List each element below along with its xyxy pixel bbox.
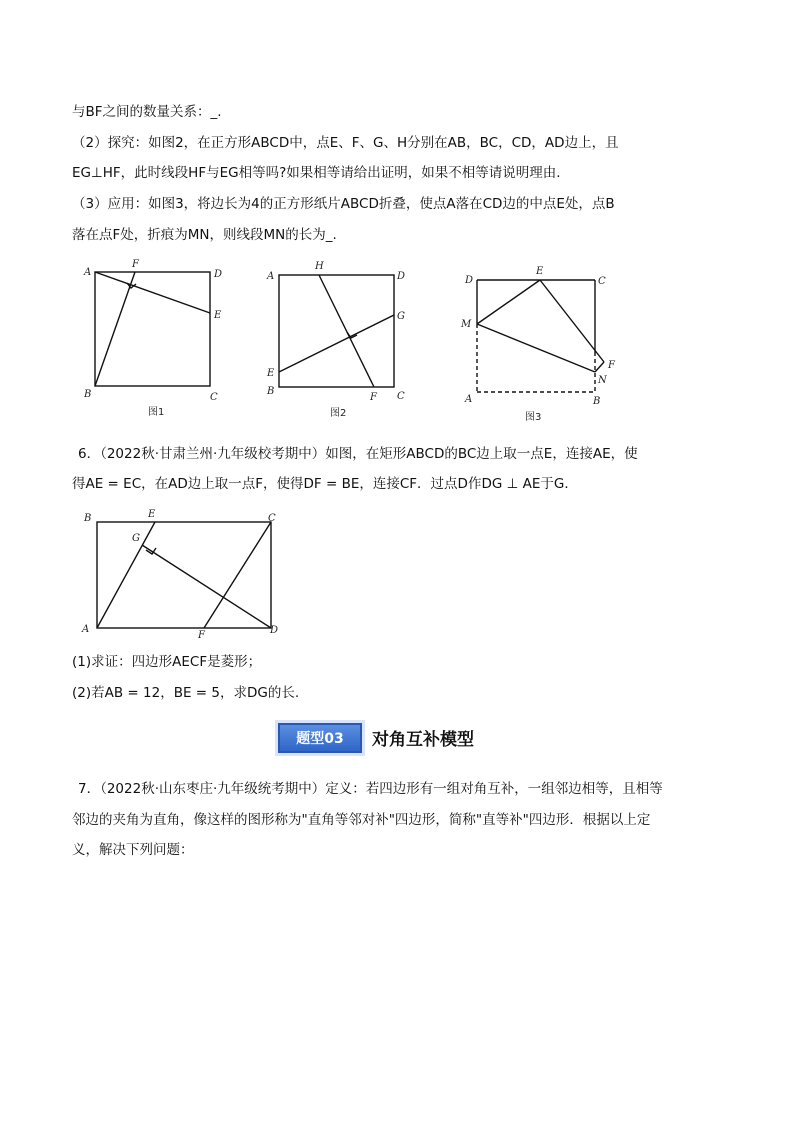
fig1-label-e: E bbox=[214, 310, 222, 321]
fig2-label-e: E bbox=[267, 368, 275, 379]
fig2-caption: 图2 bbox=[330, 408, 347, 419]
fig1-segment-bf bbox=[95, 272, 135, 386]
fig3-segment-me bbox=[477, 280, 540, 324]
fig2-segment-eg bbox=[279, 315, 394, 372]
fig4-segment-fc bbox=[204, 522, 271, 628]
text-line-1: 与BF之间的数量关系：_. bbox=[72, 104, 222, 120]
fig1-square bbox=[95, 272, 210, 386]
fig4-label-c: C bbox=[268, 513, 276, 524]
text-line-2: （2）探究：如图2，在正方形ABCD中，点E、F、G、H分别在AB，BC，CD，AD边上，且 bbox=[72, 135, 619, 151]
fig2-label-a: A bbox=[267, 271, 275, 282]
text-line-5: 落在点F处，折痕为MN，则线段MN的长为_. bbox=[72, 227, 337, 243]
section-badge: 题型03 bbox=[278, 723, 362, 753]
fig4-label-a: A bbox=[82, 624, 90, 635]
fig4-label-d: D bbox=[270, 625, 279, 636]
fig4-label-f: F bbox=[198, 630, 205, 641]
text-line-9: (2)若AB = 12，BE = 5，求DG的长. bbox=[72, 685, 300, 701]
fig2-label-h: H bbox=[315, 261, 324, 272]
fig1-label-c: C bbox=[210, 392, 218, 403]
figure-3 bbox=[458, 262, 628, 432]
fig2-square bbox=[279, 275, 394, 387]
fig1-label-b: B bbox=[84, 389, 92, 400]
figure-4 bbox=[76, 505, 296, 645]
fig4-rectangle bbox=[97, 522, 271, 628]
fig2-label-b: B bbox=[267, 386, 275, 397]
fig4-segment-dg bbox=[142, 545, 271, 628]
fig1-label-a: A bbox=[84, 267, 92, 278]
text-line-12: 义，解决下列问题： bbox=[72, 842, 194, 858]
fig3-label-d: D bbox=[465, 275, 474, 286]
fig2-label-d: D bbox=[397, 271, 406, 282]
fig1-caption: 图1 bbox=[148, 407, 165, 418]
fig1-label-f: F bbox=[132, 259, 139, 270]
fig3-label-m: M bbox=[461, 319, 472, 330]
fig3-label-f: F bbox=[608, 360, 615, 371]
fig2-segment-hf bbox=[319, 275, 374, 387]
text-line-4: （3）应用：如图3，将边长为4的正方形纸片ABCD折叠，使点A落在CD边的中点E处，点B bbox=[72, 196, 615, 212]
section-header bbox=[272, 717, 532, 759]
text-line-7: 得AE = EC，在AD边上取一点F，使得DF = BE，连接CF．过点D作DG ⊥ AE于G． bbox=[72, 476, 578, 492]
fig4-label-e: E bbox=[148, 509, 156, 520]
figure-1 bbox=[78, 255, 248, 425]
fig3-label-n: N bbox=[598, 375, 607, 386]
text-line-10: 7．（2022秋·山东枣庄·九年级统考期中）定义：若四边形有一组对角互补，一组邻边相等，且相等 bbox=[78, 781, 663, 797]
fig3-caption: 图3 bbox=[525, 412, 542, 423]
fig3-label-e: E bbox=[536, 266, 544, 277]
figure-2 bbox=[262, 255, 422, 425]
fig3-segment-fn bbox=[595, 362, 604, 372]
fig3-label-a: A bbox=[465, 394, 473, 405]
fig4-segment-ae bbox=[97, 522, 155, 628]
fig2-label-c: C bbox=[397, 391, 405, 402]
fig1-segment-ae bbox=[95, 272, 210, 313]
fig4-label-b: B bbox=[84, 513, 92, 524]
text-line-3: EG⊥HF，此时线段HF与EG相等吗?如果相等请给出证明，如果不相等请说明理由. bbox=[72, 165, 561, 181]
text-line-8: (1)求证：四边形AECF是菱形； bbox=[72, 654, 262, 670]
text-line-11: 邻边的夹角为直角，像这样的图形称为"直角等邻对补"四边形，简称"直等补"四边形．根据以上定 bbox=[72, 812, 651, 828]
section-title: 对角互补模型 bbox=[372, 730, 474, 750]
fig4-label-g: G bbox=[132, 533, 140, 544]
fig3-label-b: B bbox=[593, 396, 601, 407]
fig2-label-f: F bbox=[370, 392, 377, 403]
fig3-label-c: C bbox=[598, 276, 606, 287]
fig1-label-d: D bbox=[214, 269, 223, 280]
text-line-6: 6．（2022秋·甘肃兰州·九年级校考期中）如图，在矩形ABCD的BC边上取一点E，连接AE，使 bbox=[78, 446, 638, 462]
fig2-label-g: G bbox=[397, 311, 405, 322]
fig3-fold-mn bbox=[477, 324, 595, 372]
